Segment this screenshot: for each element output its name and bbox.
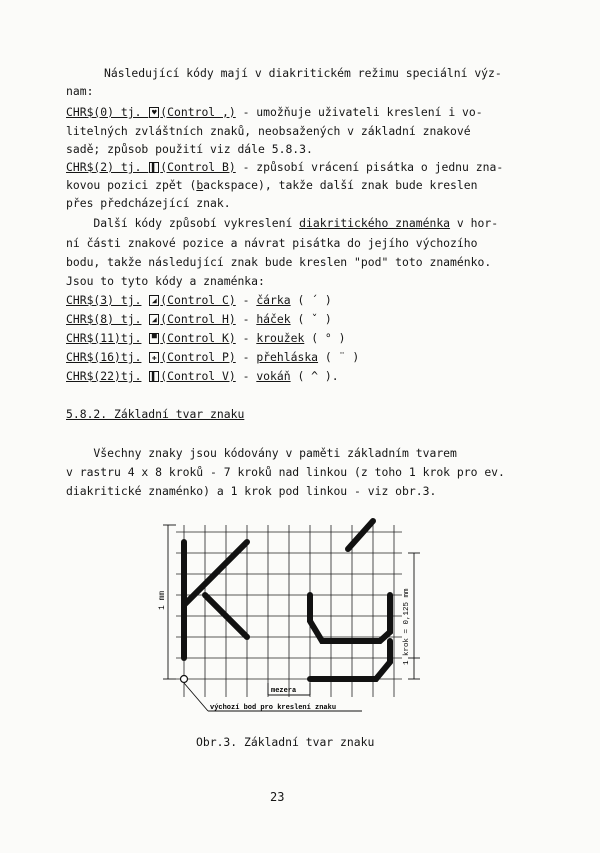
paragraph-3-line-1: Všechny znaky jsou kódovány v paměti základním tvarem bbox=[66, 446, 457, 460]
code-0-line-2: litelných zvláštních znaků, neobsažených v základní znakové bbox=[66, 124, 471, 138]
code-list-item: CHR$(22)tj. ▌ (Control V) - vokáň ( ^ ). bbox=[66, 369, 339, 383]
code-0-line-3: sadě; způsob použití viz dále 5.8.3. bbox=[66, 142, 313, 156]
paragraph-3-line-3: diakritické znaménko) a 1 krok pod linkou - viz obr.3. bbox=[66, 484, 437, 498]
character-strokes bbox=[184, 521, 390, 679]
paragraph-1-line-2: nam: bbox=[66, 84, 94, 98]
code-list-item: CHR$(11)tj. ▀ (Control K) - kroužek ( ° ) bbox=[66, 331, 346, 345]
start-point-marker bbox=[181, 676, 188, 683]
label-start-point: výchozí bod pro kreslení znaku bbox=[210, 704, 337, 712]
character-grid-figure bbox=[150, 515, 430, 720]
paragraph-2-line-1: Další kódy způsobí vykreslení diakritického znaménka v hor- bbox=[66, 216, 499, 230]
code-list-item: CHR$(3) tj. ◢ (Control C) - čárka ( ´ ) bbox=[66, 293, 332, 307]
code-2-line-2: kovou pozici zpět (backspace), takže další znak bude kreslen bbox=[66, 178, 478, 192]
heart-key-icon: ♥ bbox=[149, 107, 159, 118]
caron-key-icon: ◢ bbox=[149, 314, 159, 325]
ring-key-icon: ▀ bbox=[149, 333, 159, 344]
page-number: 23 bbox=[270, 790, 285, 804]
figure-caption: Obr.3. Základní tvar znaku bbox=[196, 735, 375, 749]
grid-lines bbox=[176, 525, 402, 697]
code-0-line: CHR$(0) tj. ♥ (Control ,) - umožňuje uživateli kreslení i vo- bbox=[66, 105, 483, 119]
label-1mm: 1 mm bbox=[158, 590, 167, 610]
paragraph-3-line-2: v rastru 4 x 8 kroků - 7 kroků nad linkou (z toho 1 krok pro ev. bbox=[66, 465, 505, 479]
section-heading: 5.8.2. Základní tvar znaku bbox=[66, 407, 245, 421]
acute-key-icon: ◢ bbox=[149, 295, 159, 306]
paragraph-2-line-3: bodu, takže následující znak bude kreslen "pod" toto znaménko. bbox=[66, 255, 492, 269]
paragraph-1-line-1: Následující kódy mají v diakritickém režimu speciální výz- bbox=[104, 66, 502, 80]
code-2-line: CHR$(2) tj. ▌ (Control B) - způsobí vrácení pisátka o jednu zna- bbox=[66, 160, 504, 174]
code-list-item: CHR$(8) tj. ◢ (Control H) - háček ( ˇ ) bbox=[66, 312, 332, 326]
circumflex-key-icon: ▌ bbox=[149, 371, 159, 382]
paragraph-2-line-4: Jsou to tyto kódy a znaménka: bbox=[66, 274, 265, 288]
backspace-key-icon: ▌ bbox=[149, 162, 159, 173]
label-mezera: mezera bbox=[271, 687, 297, 695]
label-krok: 1 krok = 0,125 mm bbox=[403, 588, 411, 665]
code-2-line-3: přes předcházející znak. bbox=[66, 196, 231, 210]
paragraph-2-line-2: ní části znakové pozice a návrat pisátka do jejího výchozího bbox=[66, 236, 478, 250]
umlaut-key-icon: ✚ bbox=[149, 352, 159, 363]
code-list-item: CHR$(16)tj. ✚ (Control P) - přehláska ( ¨ ) bbox=[66, 350, 360, 364]
